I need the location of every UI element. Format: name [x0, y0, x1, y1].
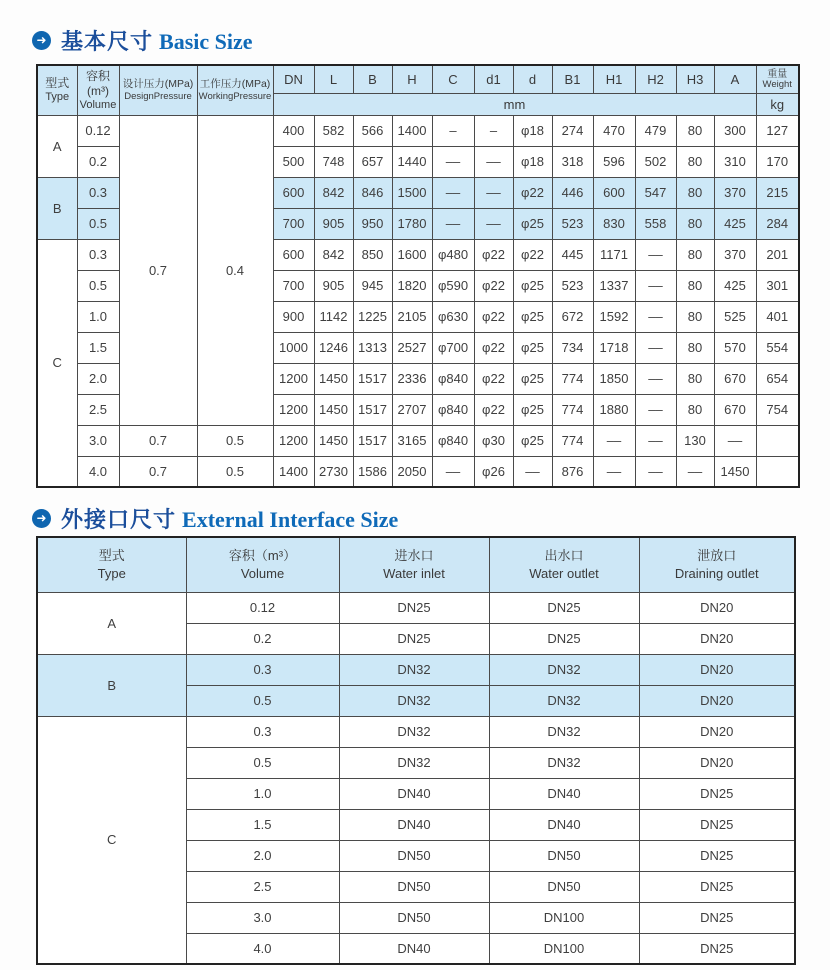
- dimension-cell: ––: [635, 425, 676, 456]
- volume-cell: 2.0: [186, 840, 339, 871]
- dimension-cell: φ840: [432, 363, 474, 394]
- dimension-cell: 400: [273, 115, 314, 146]
- weight-cell: 127: [756, 115, 799, 146]
- section2-title: [32, 503, 398, 534]
- volume-cell: 0.12: [186, 592, 339, 623]
- weight-cell: 754: [756, 394, 799, 425]
- table-row: [37, 592, 795, 623]
- draining-outlet-cell: DN20: [639, 685, 795, 716]
- dimension-cell: φ22: [474, 332, 513, 363]
- volume-cell: 2.5: [186, 871, 339, 902]
- dimension-cell: 479: [635, 115, 676, 146]
- volume-cell: 0.5: [186, 685, 339, 716]
- dimension-cell: φ840: [432, 394, 474, 425]
- water-outlet-cell: DN40: [489, 809, 639, 840]
- volume-cell: 0.5: [186, 747, 339, 778]
- dimension-cell: ––: [635, 332, 676, 363]
- external-interface-table-head: [37, 537, 795, 592]
- header-label-cn: 工作压力(MPa): [199, 77, 271, 90]
- dimension-cell: 446: [552, 177, 593, 208]
- column-header-h2: H2: [635, 65, 676, 93]
- weight-cell: 215: [756, 177, 799, 208]
- water-inlet-cell: DN40: [339, 809, 489, 840]
- design-pressure-cell: 0.7: [119, 425, 197, 456]
- dimension-cell: 700: [273, 208, 314, 239]
- column-header-dn: DN: [273, 65, 314, 93]
- dimension-cell: φ25: [513, 270, 552, 301]
- dimension-cell: 80: [676, 270, 714, 301]
- draining-outlet-cell: DN25: [639, 840, 795, 871]
- dimension-cell: 846: [353, 177, 392, 208]
- weight-cell: 201: [756, 239, 799, 270]
- external-interface-table: [36, 536, 796, 965]
- dimension-cell: –: [432, 115, 474, 146]
- dimension-cell: 830: [593, 208, 635, 239]
- column-header-volume: [186, 537, 339, 592]
- column-header-h: H: [392, 65, 432, 93]
- column-header-weight: [756, 65, 799, 93]
- dimension-cell: 130: [676, 425, 714, 456]
- dimension-cell: 1142: [314, 301, 353, 332]
- dimension-cell: 876: [552, 456, 593, 487]
- unit-kg-header: kg: [756, 93, 799, 115]
- unit-mm-header: mm: [273, 93, 756, 115]
- volume-cell: 3.0: [77, 425, 119, 456]
- water-outlet-cell: DN25: [489, 623, 639, 654]
- draining-outlet-cell: DN20: [639, 716, 795, 747]
- draining-outlet-cell: DN25: [639, 778, 795, 809]
- water-outlet-cell: DN100: [489, 902, 639, 933]
- dimension-cell: 470: [593, 115, 635, 146]
- dimension-cell: 672: [552, 301, 593, 332]
- column-header-c: C: [432, 65, 474, 93]
- volume-cell: 0.12: [77, 115, 119, 146]
- dimension-cell: φ22: [474, 394, 513, 425]
- dimension-cell: ––: [593, 456, 635, 487]
- dimension-cell: 1246: [314, 332, 353, 363]
- dimension-cell: 370: [714, 239, 756, 270]
- weight-cell: 654: [756, 363, 799, 394]
- dimension-cell: 425: [714, 208, 756, 239]
- dimension-cell: 80: [676, 239, 714, 270]
- header-label-en: Volume: [79, 98, 117, 111]
- dimension-cell: 1500: [392, 177, 432, 208]
- header-label-en: Type: [97, 566, 126, 582]
- header-label-cn: 设计压力(MPa): [122, 77, 194, 90]
- column-header-h1: H1: [593, 65, 635, 93]
- weight-cell: 401: [756, 301, 799, 332]
- water-inlet-cell: DN32: [339, 747, 489, 778]
- dimension-cell: ––: [474, 177, 513, 208]
- dimension-cell: 566: [353, 115, 392, 146]
- column-header-d: d: [513, 65, 552, 93]
- column-header-d1: d1: [474, 65, 513, 93]
- dimension-cell: 318: [552, 146, 593, 177]
- dimension-cell: 1450: [314, 363, 353, 394]
- weight-cell: [756, 425, 799, 456]
- dimension-cell: 547: [635, 177, 676, 208]
- dimension-cell: φ22: [513, 177, 552, 208]
- dimension-cell: –: [474, 115, 513, 146]
- header-row: [37, 65, 799, 93]
- volume-cell: 0.2: [77, 146, 119, 177]
- water-inlet-cell: DN32: [339, 716, 489, 747]
- dimension-cell: 905: [314, 270, 353, 301]
- dimension-cell: φ480: [432, 239, 474, 270]
- dimension-cell: 905: [314, 208, 353, 239]
- dimension-cell: φ25: [513, 394, 552, 425]
- water-outlet-cell: DN32: [489, 654, 639, 685]
- dimension-cell: 1718: [593, 332, 635, 363]
- header-label-cn: 出水口: [544, 548, 584, 564]
- volume-cell: 0.5: [77, 208, 119, 239]
- section1-title-en: Basic Size: [159, 29, 253, 54]
- table-row: [37, 115, 799, 146]
- water-outlet-cell: DN32: [489, 716, 639, 747]
- water-inlet-cell: DN40: [339, 933, 489, 964]
- water-inlet-cell: DN32: [339, 685, 489, 716]
- dimension-cell: φ25: [513, 301, 552, 332]
- dimension-cell: 2707: [392, 394, 432, 425]
- dimension-cell: φ25: [513, 363, 552, 394]
- section2-title-text: [61, 503, 398, 534]
- section2-title-cn: 外接口尺寸: [61, 507, 177, 532]
- draining-outlet-cell: DN25: [639, 871, 795, 902]
- weight-cell: [756, 456, 799, 487]
- working-pressure-cell: 0.5: [197, 425, 273, 456]
- dimension-cell: 1450: [314, 394, 353, 425]
- volume-cell: 2.5: [77, 394, 119, 425]
- dimension-cell: φ22: [474, 270, 513, 301]
- dimension-cell: φ18: [513, 146, 552, 177]
- volume-cell: 4.0: [77, 456, 119, 487]
- water-outlet-cell: DN50: [489, 840, 639, 871]
- dimension-cell: 80: [676, 332, 714, 363]
- draining-outlet-cell: DN25: [639, 933, 795, 964]
- dimension-cell: 1850: [593, 363, 635, 394]
- column-header-type: [37, 65, 77, 115]
- column-header-h3: H3: [676, 65, 714, 93]
- dimension-cell: 1592: [593, 301, 635, 332]
- draining-outlet-cell: DN20: [639, 747, 795, 778]
- table-row: [37, 425, 799, 456]
- dimension-cell: 1517: [353, 425, 392, 456]
- dimension-cell: 734: [552, 332, 593, 363]
- dimension-cell: ––: [593, 425, 635, 456]
- column-header-l: L: [314, 65, 353, 93]
- dimension-cell: 850: [353, 239, 392, 270]
- volume-cell: 0.3: [186, 716, 339, 747]
- weight-cell: 554: [756, 332, 799, 363]
- dimension-cell: 748: [314, 146, 353, 177]
- dimension-cell: 1337: [593, 270, 635, 301]
- dimension-cell: 2730: [314, 456, 353, 487]
- dimension-cell: 370: [714, 177, 756, 208]
- dimension-cell: 900: [273, 301, 314, 332]
- dimension-cell: 1200: [273, 394, 314, 425]
- water-inlet-cell: DN25: [339, 592, 489, 623]
- dimension-cell: 1450: [314, 425, 353, 456]
- dimension-cell: φ590: [432, 270, 474, 301]
- dimension-cell: 300: [714, 115, 756, 146]
- column-header-designpressure: [119, 65, 197, 115]
- dimension-cell: 600: [273, 177, 314, 208]
- dimension-cell: 523: [552, 270, 593, 301]
- volume-cell: 0.3: [77, 239, 119, 270]
- water-inlet-cell: DN50: [339, 902, 489, 933]
- header-label-cn: 泄放口: [697, 548, 737, 564]
- water-outlet-cell: DN50: [489, 871, 639, 902]
- table-row: [37, 716, 795, 747]
- dimension-cell: 1400: [392, 115, 432, 146]
- header-label-cn: 进水口: [394, 548, 434, 564]
- volume-cell: 3.0: [186, 902, 339, 933]
- working-pressure-cell: 0.5: [197, 456, 273, 487]
- water-outlet-cell: DN32: [489, 747, 639, 778]
- dimension-cell: 80: [676, 177, 714, 208]
- dimension-cell: 2336: [392, 363, 432, 394]
- section1-title-text: [61, 25, 253, 56]
- basic-size-table-head: [37, 65, 799, 115]
- dimension-cell: 310: [714, 146, 756, 177]
- dimension-cell: 842: [314, 177, 353, 208]
- volume-cell: 2.0: [77, 363, 119, 394]
- dimension-cell: ––: [513, 456, 552, 487]
- dimension-cell: 1780: [392, 208, 432, 239]
- dimension-cell: 1880: [593, 394, 635, 425]
- dimension-cell: 582: [314, 115, 353, 146]
- dimension-cell: ––: [676, 456, 714, 487]
- dimension-cell: φ840: [432, 425, 474, 456]
- dimension-cell: 445: [552, 239, 593, 270]
- dimension-cell: φ700: [432, 332, 474, 363]
- dimension-cell: 700: [273, 270, 314, 301]
- dimension-cell: 425: [714, 270, 756, 301]
- working-pressure-cell: 0.4: [197, 115, 273, 425]
- dimension-cell: 502: [635, 146, 676, 177]
- dimension-cell: 1171: [593, 239, 635, 270]
- volume-cell: 1.5: [77, 332, 119, 363]
- dimension-cell: 1820: [392, 270, 432, 301]
- column-header-water-outlet: [489, 537, 639, 592]
- column-header-workingpressure: [197, 65, 273, 115]
- dimension-cell: 774: [552, 425, 593, 456]
- header-label-en: Type: [45, 91, 70, 104]
- type-cell: C: [37, 716, 186, 964]
- design-pressure-cell: 0.7: [119, 115, 197, 425]
- dimension-cell: ––: [432, 208, 474, 239]
- water-outlet-cell: DN100: [489, 933, 639, 964]
- dimension-cell: φ25: [513, 208, 552, 239]
- weight-cell: 170: [756, 146, 799, 177]
- dimension-cell: 774: [552, 363, 593, 394]
- weight-cell: 284: [756, 208, 799, 239]
- header-label-cn: 重量: [767, 68, 788, 80]
- dimension-cell: 657: [353, 146, 392, 177]
- dimension-cell: φ630: [432, 301, 474, 332]
- dimension-cell: 525: [714, 301, 756, 332]
- dimension-cell: φ22: [474, 239, 513, 270]
- water-inlet-cell: DN32: [339, 654, 489, 685]
- dimension-cell: 1517: [353, 363, 392, 394]
- dimension-cell: 274: [552, 115, 593, 146]
- dimension-cell: 1225: [353, 301, 392, 332]
- dimension-cell: φ25: [513, 332, 552, 363]
- weight-cell: 301: [756, 270, 799, 301]
- water-inlet-cell: DN40: [339, 778, 489, 809]
- dimension-cell: 558: [635, 208, 676, 239]
- type-cell: B: [37, 654, 186, 716]
- header-label-en: Draining outlet: [674, 566, 759, 582]
- column-header-type: [37, 537, 186, 592]
- volume-cell: 1.5: [186, 809, 339, 840]
- dimension-cell: 670: [714, 363, 756, 394]
- dimension-cell: 1517: [353, 394, 392, 425]
- dimension-cell: 80: [676, 146, 714, 177]
- type-cell: B: [37, 177, 77, 239]
- dimension-cell: 950: [353, 208, 392, 239]
- header-row: [37, 537, 795, 592]
- dimension-cell: 80: [676, 208, 714, 239]
- dimension-cell: 80: [676, 115, 714, 146]
- table-row: [37, 654, 795, 685]
- type-cell: C: [37, 239, 77, 487]
- dimension-cell: ––: [714, 425, 756, 456]
- dimension-cell: φ30: [474, 425, 513, 456]
- dimension-cell: ––: [432, 177, 474, 208]
- water-inlet-cell: DN50: [339, 871, 489, 902]
- dimension-cell: 842: [314, 239, 353, 270]
- volume-cell: 0.3: [77, 177, 119, 208]
- water-outlet-cell: DN25: [489, 592, 639, 623]
- dimension-cell: 600: [273, 239, 314, 270]
- column-header-a: A: [714, 65, 756, 93]
- dimension-cell: φ22: [474, 301, 513, 332]
- dimension-cell: φ22: [474, 363, 513, 394]
- arrow-right-circle-icon: ➜: [32, 509, 51, 528]
- dimension-cell: 2105: [392, 301, 432, 332]
- header-label-en: Volume: [240, 566, 285, 582]
- dimension-cell: ––: [432, 146, 474, 177]
- dimension-cell: 774: [552, 394, 593, 425]
- dimension-cell: 1440: [392, 146, 432, 177]
- column-header-b: B: [353, 65, 392, 93]
- dimension-cell: 570: [714, 332, 756, 363]
- dimension-cell: φ22: [513, 239, 552, 270]
- volume-cell: 0.5: [77, 270, 119, 301]
- type-cell: A: [37, 592, 186, 654]
- draining-outlet-cell: DN25: [639, 902, 795, 933]
- header-label-cn: 型式: [98, 548, 125, 564]
- dimension-cell: φ26: [474, 456, 513, 487]
- column-header-water-inlet: [339, 537, 489, 592]
- table-row: [37, 456, 799, 487]
- water-outlet-cell: DN32: [489, 685, 639, 716]
- dimension-cell: 80: [676, 394, 714, 425]
- dimension-cell: ––: [432, 456, 474, 487]
- section2-title-en: External Interface Size: [182, 507, 399, 532]
- column-header-draining-outlet: [639, 537, 795, 592]
- header-label-en: WorkingPressure: [198, 91, 272, 103]
- design-pressure-cell: 0.7: [119, 456, 197, 487]
- dimension-cell: ––: [474, 208, 513, 239]
- dimension-cell: ––: [635, 394, 676, 425]
- header-label-cn: 容积（m³）: [228, 548, 297, 564]
- draining-outlet-cell: DN20: [639, 654, 795, 685]
- header-label-en: Water outlet: [529, 566, 599, 582]
- header-label-en: Water inlet: [383, 566, 445, 582]
- dimension-cell: 945: [353, 270, 392, 301]
- water-inlet-cell: DN25: [339, 623, 489, 654]
- dimension-cell: 596: [593, 146, 635, 177]
- dimension-cell: ––: [635, 301, 676, 332]
- dimension-cell: 1200: [273, 425, 314, 456]
- dimension-cell: 3165: [392, 425, 432, 456]
- dimension-cell: 500: [273, 146, 314, 177]
- dimension-cell: 1450: [714, 456, 756, 487]
- dimension-cell: 670: [714, 394, 756, 425]
- dimension-cell: 80: [676, 301, 714, 332]
- dimension-cell: 2527: [392, 332, 432, 363]
- volume-cell: 4.0: [186, 933, 339, 964]
- dimension-cell: 600: [593, 177, 635, 208]
- dimension-cell: 80: [676, 363, 714, 394]
- dimension-cell: 1600: [392, 239, 432, 270]
- column-header-volume: [77, 65, 119, 115]
- basic-size-table-body: [37, 115, 799, 487]
- draining-outlet-cell: DN20: [639, 592, 795, 623]
- dimension-cell: 1200: [273, 363, 314, 394]
- dimension-cell: φ18: [513, 115, 552, 146]
- water-outlet-cell: DN40: [489, 778, 639, 809]
- section1-title: [32, 25, 253, 56]
- dimension-cell: 1000: [273, 332, 314, 363]
- header-label-cn: 容积(m³): [85, 68, 110, 98]
- dimension-cell: ––: [635, 270, 676, 301]
- volume-cell: 1.0: [186, 778, 339, 809]
- volume-cell: 0.3: [186, 654, 339, 685]
- draining-outlet-cell: DN25: [639, 809, 795, 840]
- dimension-cell: ––: [635, 239, 676, 270]
- dimension-cell: ––: [635, 456, 676, 487]
- water-inlet-cell: DN50: [339, 840, 489, 871]
- external-interface-table-body: [37, 592, 795, 964]
- type-cell: A: [37, 115, 77, 177]
- dimension-cell: 1313: [353, 332, 392, 363]
- dimension-cell: 523: [552, 208, 593, 239]
- arrow-right-circle-icon: ➜: [32, 31, 51, 50]
- column-header-b1: B1: [552, 65, 593, 93]
- volume-cell: 1.0: [77, 301, 119, 332]
- volume-cell: 0.2: [186, 623, 339, 654]
- dimension-cell: 1400: [273, 456, 314, 487]
- header-label-en: Weight: [762, 78, 792, 90]
- dimension-cell: 1586: [353, 456, 392, 487]
- draining-outlet-cell: DN20: [639, 623, 795, 654]
- basic-size-table: [36, 64, 800, 488]
- dimension-cell: φ25: [513, 425, 552, 456]
- section1-title-cn: 基本尺寸: [61, 29, 154, 54]
- dimension-cell: ––: [635, 363, 676, 394]
- header-label-en: DesignPressure: [124, 91, 192, 103]
- dimension-cell: ––: [474, 146, 513, 177]
- dimension-cell: 2050: [392, 456, 432, 487]
- header-label-cn: 型式: [45, 76, 70, 91]
